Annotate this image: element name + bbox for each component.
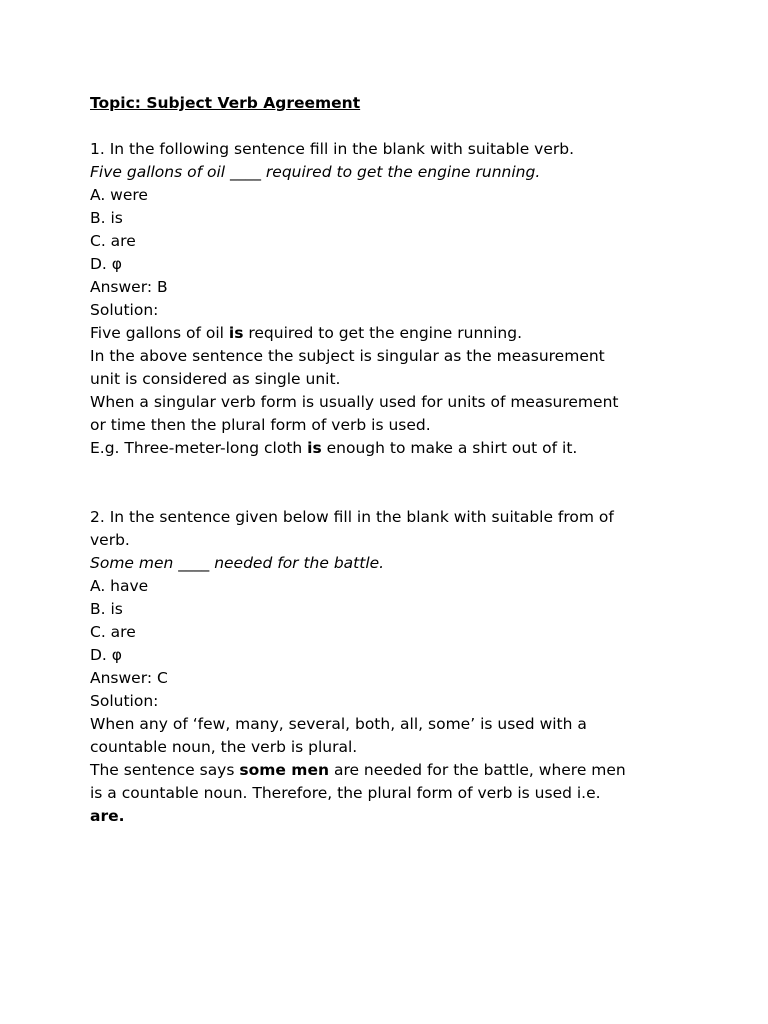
option-c: C. are: [90, 232, 136, 250]
option-b: B. is: [90, 600, 123, 618]
question-1: [90, 138, 690, 460]
option-d: D. φ: [90, 255, 123, 273]
option-b: B. is: [90, 209, 123, 227]
solution-text: enough to make a shirt out of it.: [321, 439, 578, 457]
solution-label: Solution:: [90, 301, 159, 319]
question-prompt: 1. In the following sentence fill in the blank with suitable verb.: [90, 140, 575, 158]
solution-line: When a singular verb form is usually used for units of measurement: [90, 393, 619, 411]
option-a: A. were: [90, 186, 148, 204]
solution-emphasis: some men: [239, 761, 330, 779]
solution-line: countable noun, the verb is plural.: [90, 738, 358, 756]
solution-label: Solution:: [90, 692, 159, 710]
answer: Answer: C: [90, 669, 168, 687]
option-d: D. φ: [90, 646, 123, 664]
solution-line: In the above sentence the subject is singular as the measurement: [90, 347, 605, 365]
solution-line: [90, 805, 690, 828]
spacer: [90, 115, 690, 138]
page-title: Topic: Subject Verb Agreement: [90, 94, 361, 112]
question-sentence: Five gallons of oil ____ required to get the engine running.: [90, 163, 541, 181]
solution-text: Five gallons of oil: [90, 324, 229, 342]
solution-emphasis: are.: [90, 807, 125, 825]
solution-text: E.g. Three-meter-long cloth: [90, 439, 308, 457]
question-prompt: verb.: [90, 531, 130, 549]
spacer: [90, 460, 690, 506]
solution-emphasis: is: [307, 439, 322, 457]
option-c: C. are: [90, 623, 136, 641]
solution-text: The sentence says: [90, 761, 240, 779]
solution-line: unit is considered as single unit.: [90, 370, 341, 388]
question-prompt: 2. In the sentence given below fill in the blank with suitable from of: [90, 508, 614, 526]
solution-line: [90, 759, 690, 782]
solution-text: required to get the engine running.: [243, 324, 522, 342]
solution-line: or time then the plural form of verb is used.: [90, 416, 431, 434]
answer: Answer: B: [90, 278, 168, 296]
solution-line: [90, 437, 690, 460]
solution-text: are needed for the battle, where men: [329, 761, 626, 779]
option-a: A. have: [90, 577, 149, 595]
document-page: [90, 92, 690, 828]
solution-line: is a countable noun. Therefore, the plural form of verb is used i.e.: [90, 784, 601, 802]
question-2: [90, 506, 690, 828]
solution-line: [90, 322, 690, 345]
question-sentence: Some men ____ needed for the battle.: [90, 554, 385, 572]
solution-emphasis: is: [228, 324, 244, 342]
solution-line: When any of ‘few, many, several, both, all, some’ is used with a: [90, 715, 587, 733]
